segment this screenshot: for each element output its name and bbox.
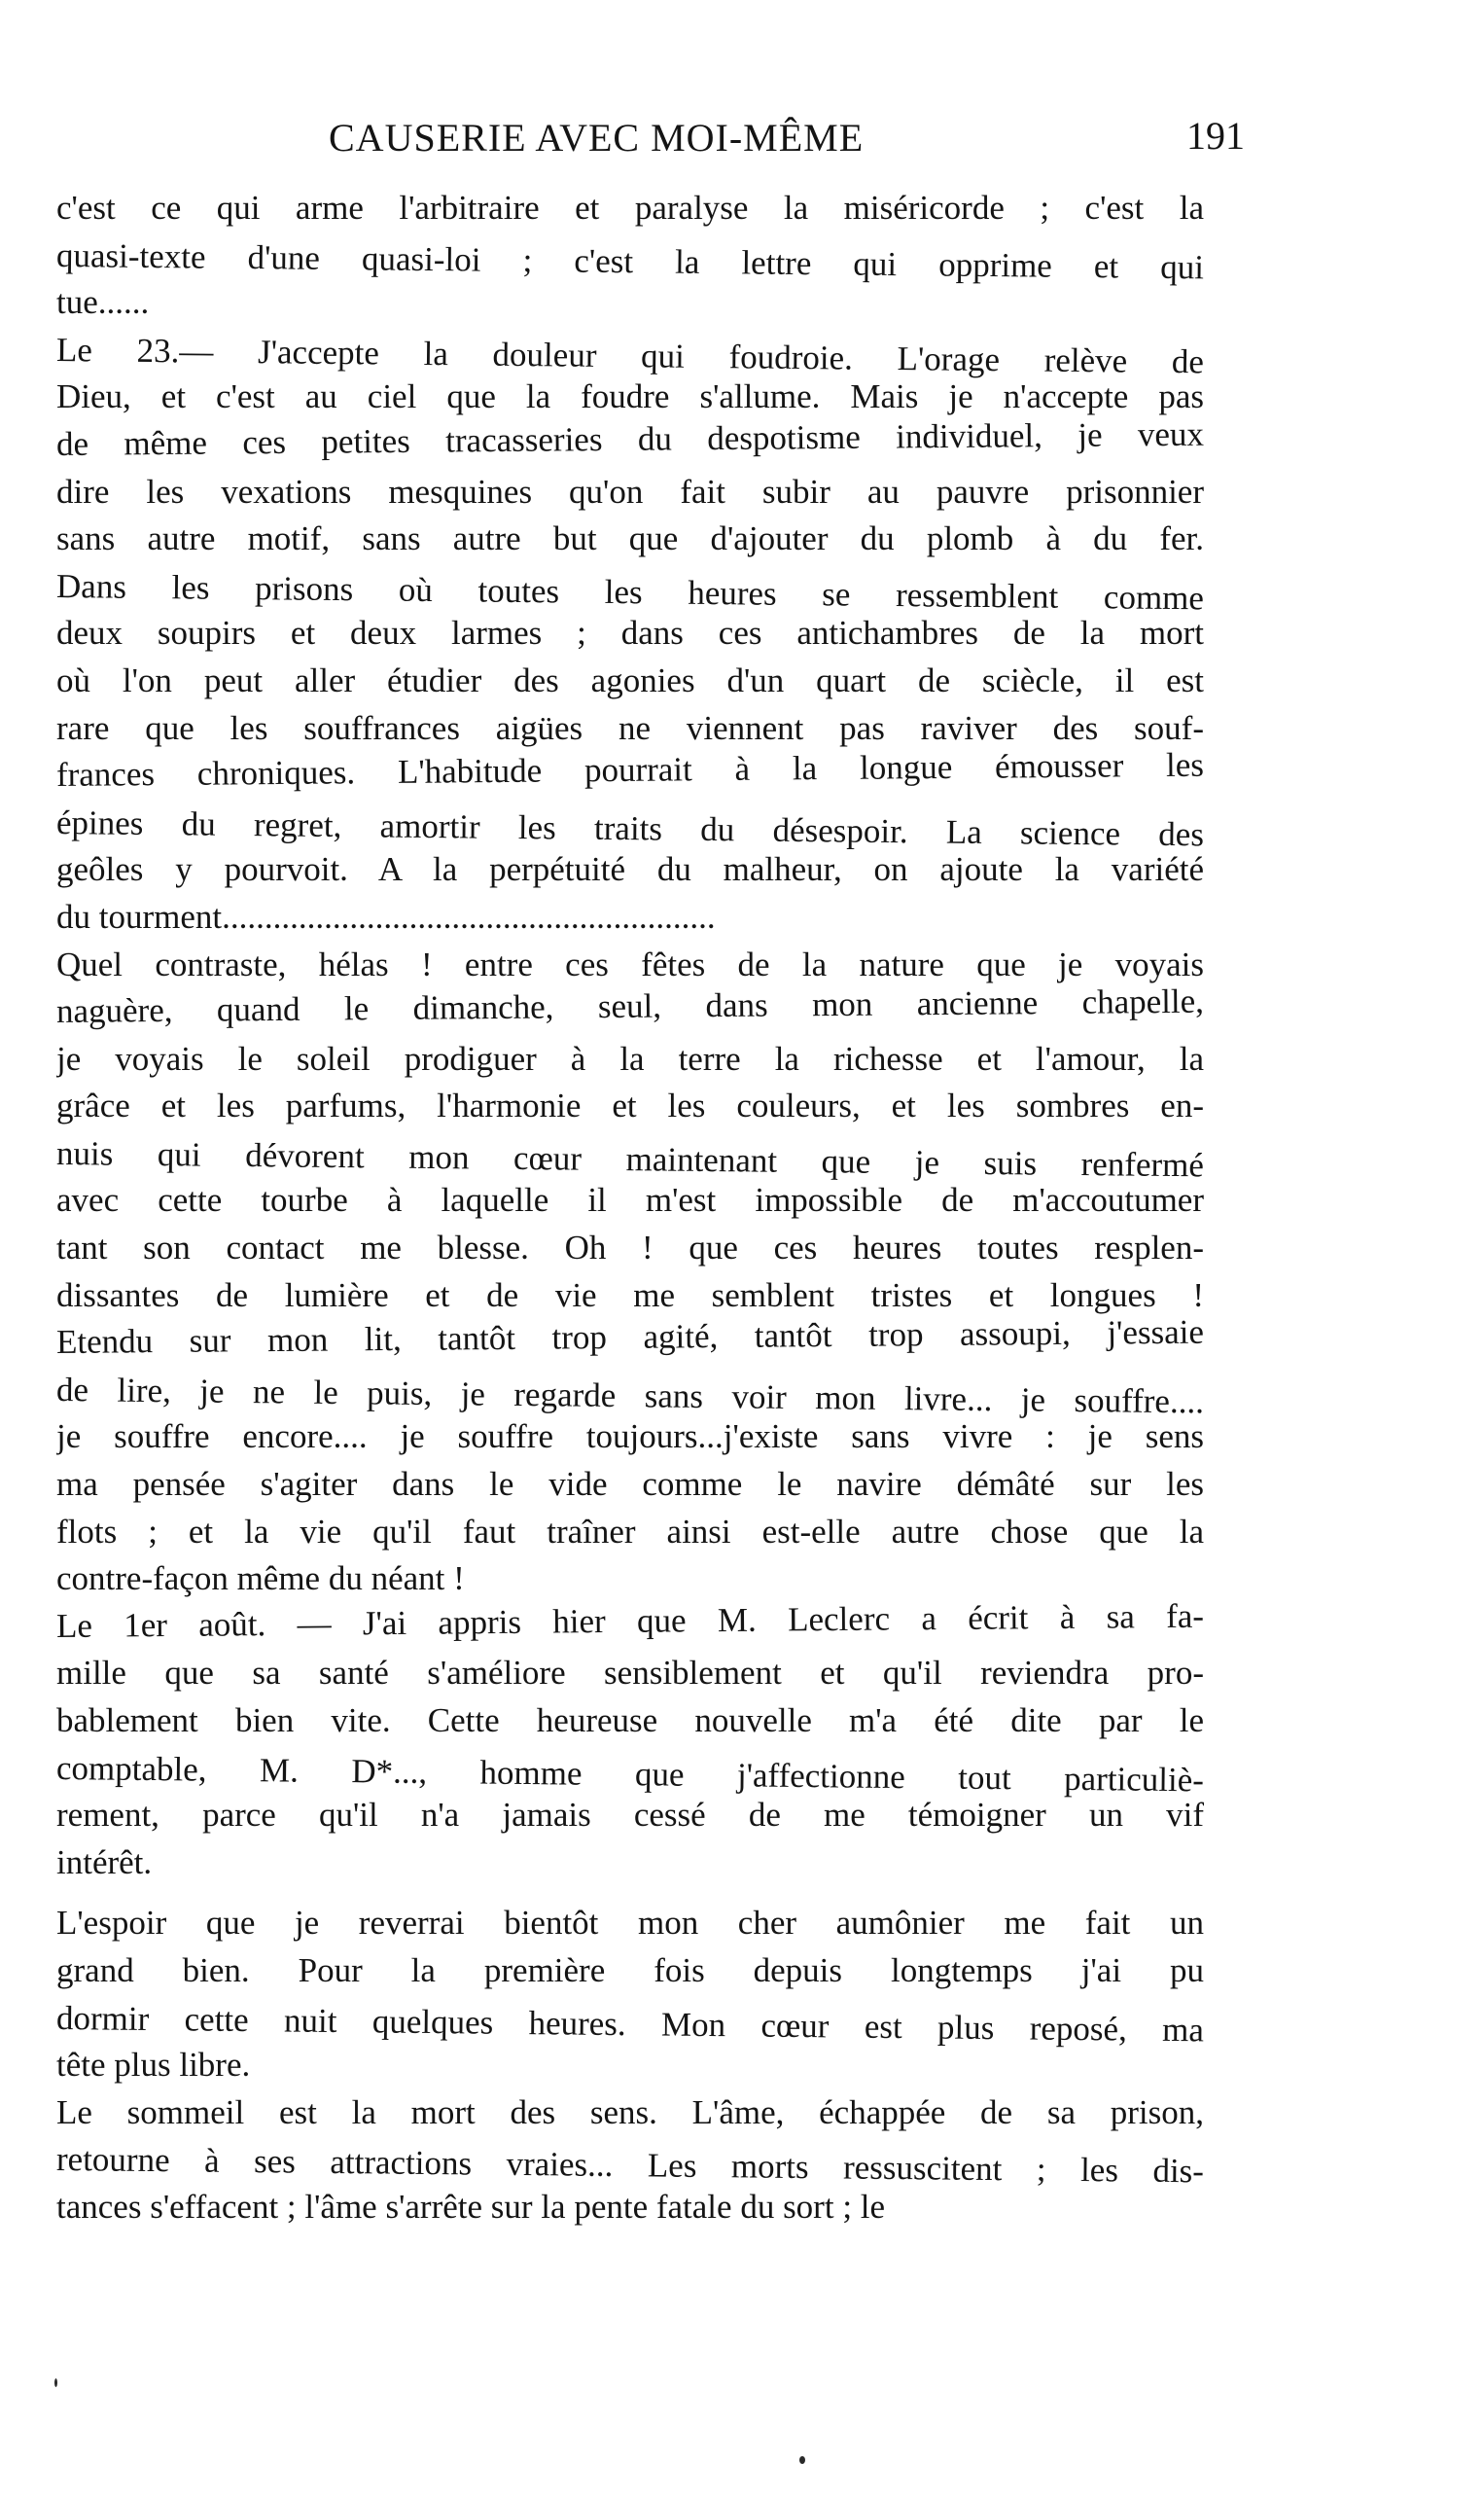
bottom-speck xyxy=(799,2456,805,2464)
body-text xyxy=(56,185,1204,2231)
text-line: Le sommeil est la mort des sens. L'âme, échappée de sa prison, xyxy=(56,2092,1204,2131)
running-head xyxy=(58,114,1245,173)
text-line: Quel contraste, hélas ! entre ces fêtes de la nature que je voyais xyxy=(56,945,1204,983)
text-line: dissantes de lumière et de vie me semblent tristes et longues ! xyxy=(56,1275,1204,1314)
text-line: rement, parce qu'il n'a jamais cessé de me témoigner un vif xyxy=(56,1796,1204,1835)
text-line: grand bien. Pour la première fois depuis longtemps j'ai pu xyxy=(56,1950,1204,1989)
text-line: je voyais le soleil prodiguer à la terre la richesse et l'amour, la xyxy=(56,1039,1204,1078)
text-line: retourne à ses attractions vraies... Les morts ressuscitent ; les dis- xyxy=(55,2140,1205,2191)
text-line: contre-façon même du néant ! xyxy=(56,1559,465,1598)
paragraph xyxy=(56,2089,1204,2231)
text-line: du tourment.......................................................... xyxy=(56,897,716,936)
paragraph xyxy=(56,942,1204,1603)
margin-speck xyxy=(54,2378,57,2387)
paragraph xyxy=(55,1596,1205,1887)
text-line: Dans les prisons où toutes les heures se ressemblent comme xyxy=(55,566,1205,618)
text-line: Etendu sur mon lit, tantôt trop agité, tantôt trop assoupi, j'essaie xyxy=(55,1312,1205,1362)
text-line: comptable, M. D*..., homme que j'affectionne tout particuliè- xyxy=(55,1748,1205,1799)
text-line: Le 23.— J'accepte la douleur qui foudroie. L'orage relève de xyxy=(55,330,1205,381)
text-line: ma pensée s'agiter dans le vide comme le navire démâté sur les xyxy=(56,1465,1204,1504)
text-line: mille que sa santé s'améliore sensiblement et qu'il reviendra pro- xyxy=(56,1654,1204,1693)
paragraph xyxy=(56,185,1204,327)
text-line: frances chroniques. L'habitude pourrait à la longue émousser les xyxy=(55,745,1205,795)
paragraph xyxy=(56,1900,1204,2088)
text-line: rare que les souffrances aigües ne viennent pas raviver des souf- xyxy=(56,708,1204,747)
text-line: de même ces petites tracasseries du despotisme individuel, je veux xyxy=(55,414,1205,463)
text-line: flots ; et la vie qu'il faut traîner ainsi est-elle autre chose que la xyxy=(56,1512,1204,1551)
text-line: c'est ce qui arme l'arbitraire et paralyse la miséricorde ; c'est la xyxy=(56,189,1204,227)
text-line: bablement bien vite. Cette heureuse nouvelle m'a été dite par le xyxy=(56,1701,1204,1739)
text-line: quasi-texte d'une quasi-loi ; c'est la lettre qui opprime et qui xyxy=(55,235,1205,286)
text-line: où l'on peut aller étudier des agonies d'un quart de sciècle, il est xyxy=(56,660,1204,699)
paragraph-gap xyxy=(56,1886,1204,1900)
text-line: dire les vexations mesquines qu'on fait subir au pauvre prisonnier xyxy=(56,472,1204,511)
running-title: CAUSERIE AVEC MOI-MÊME xyxy=(329,116,865,160)
text-line: tances s'effacent ; l'âme s'arrête sur la pente fatale du sort ; le xyxy=(56,2187,886,2226)
text-line: deux soupirs et deux larmes ; dans ces antichambres de la mort xyxy=(56,614,1204,653)
page-number: 191 xyxy=(1186,114,1245,158)
paragraph xyxy=(56,327,1204,942)
text-line: Dieu, et c'est au ciel que la foudre s'allume. Mais je n'accepte pas xyxy=(56,377,1204,416)
text-line: grâce et les parfums, l'harmonie et les couleurs, et les sombres en- xyxy=(56,1087,1204,1125)
text-line: de lire, je ne le puis, je regarde sans voir mon livre... je souffre.... xyxy=(55,1370,1205,1421)
text-line: avec cette tourbe à laquelle il m'est impossible de m'accoutumer xyxy=(56,1181,1204,1220)
text-line: épines du regret, amortir les traits du désespoir. La science des xyxy=(55,803,1205,854)
text-line: L'espoir que je reverrai bientôt mon cher aumônier me fait un xyxy=(56,1904,1204,1943)
text-line: tue...... xyxy=(56,283,150,322)
text-line: geôles y pourvoit. A la perpétuité du malheur, on ajoute la variété xyxy=(56,850,1204,889)
text-line: tant son contact me blesse. Oh ! que ces heures toutes resplen- xyxy=(56,1229,1204,1267)
text-line: je souffre encore.... je souffre toujours...j'existe sans vivre : je sens xyxy=(56,1417,1204,1456)
text-line: dormir cette nuit quelques heures. Mon cœur est plus reposé, ma xyxy=(55,1998,1205,2049)
text-line: sans autre motif, sans autre but que d'ajouter du plomb à du fer. xyxy=(56,519,1204,558)
text-line: naguère, quand le dimanche, seul, dans mon ancienne chapelle, xyxy=(55,981,1205,1031)
text-line: nuis qui dévorent mon cœur maintenant que je suis renfermé xyxy=(55,1133,1205,1185)
text-line: tête plus libre. xyxy=(56,2046,251,2085)
text-line: Le 1er août. — J'ai appris hier que M. Leclerc a écrit à sa fa- xyxy=(55,1596,1205,1645)
text-line: intérêt. xyxy=(56,1842,153,1881)
